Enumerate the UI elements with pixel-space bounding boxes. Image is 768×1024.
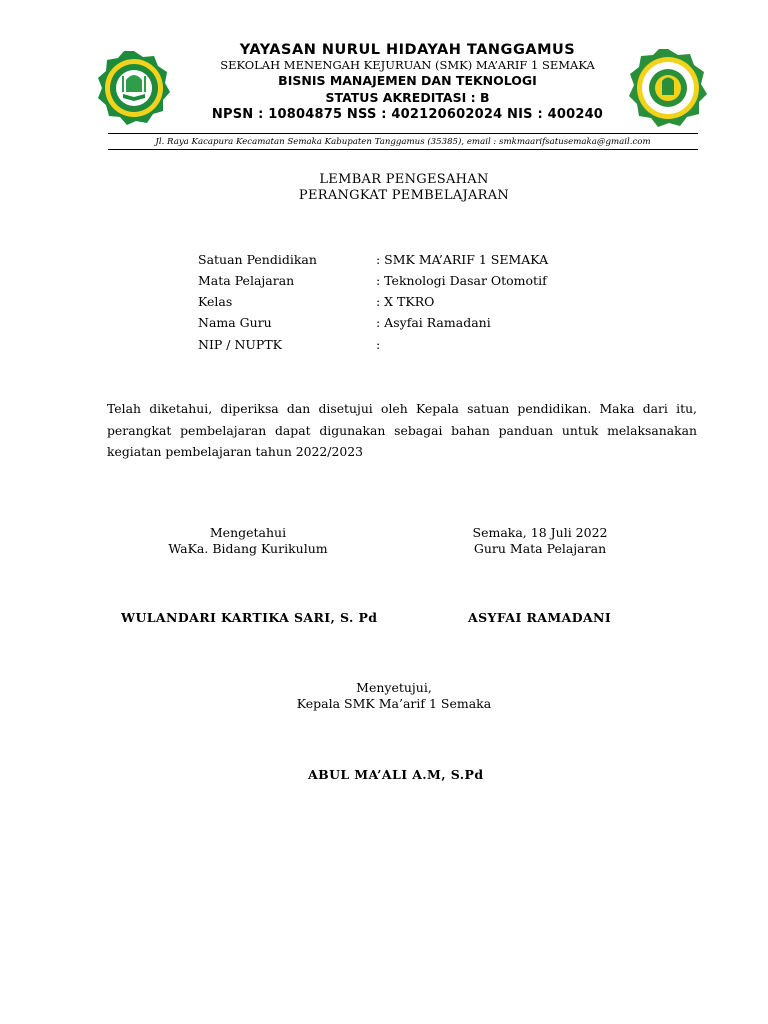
signature-right-line1: Semaka, 18 Juli 2022 (472, 525, 608, 540)
header-rule-bottom (108, 149, 698, 150)
field-value-mapel: : Teknologi Dasar Otomotif (376, 273, 547, 288)
field-value-satuan: : SMK MA’ARIF 1 SEMAKA (376, 252, 549, 267)
document-title-line1: LEMBAR PENGESAHAN (319, 172, 489, 187)
field-label-guru: Nama Guru (198, 315, 272, 330)
field-label-kelas: Kelas (198, 294, 233, 309)
signature-right-header (440, 525, 640, 557)
signature-left-line2: WaKa. Bidang Kurikulum (168, 541, 328, 556)
signature-left-line1: Mengetahui (209, 525, 287, 540)
signature-left-name: WULANDARI KARTIKA SARI, S. Pd (121, 610, 378, 625)
approval-header (294, 680, 494, 712)
accreditation-status: STATUS AKREDITASI : B (325, 90, 490, 105)
signature-right-line2: Guru Mata Pelajaran (473, 541, 607, 556)
approval-statement: Telah diketahui, diperiksa dan disetujui oleh Kepala satuan pendidikan. Maka dari itu, perangkat pembelajaran dapat digunakan sebagai bahan panduan untuk melaksanakan kegiatan pembelajaran tahun 2022/2023 (107, 401, 697, 459)
field-value-kelas: : X TKRO (376, 294, 435, 309)
program-name: BISNIS MANAJEMEN DAN TEKNOLOGI (278, 73, 537, 88)
document-title-line2: PERANGKAT PEMBELAJARAN (298, 188, 510, 203)
field-value-nip: : (376, 337, 381, 352)
field-value-guru: : Asyfai Ramadani (376, 315, 491, 330)
school-logo-right (628, 48, 704, 124)
header-rule-top (108, 133, 698, 134)
field-label-satuan: Satuan Pendidikan (198, 252, 317, 267)
approval-name: ABUL MA’ALI A.M, S.Pd (308, 767, 484, 782)
school-identifiers: NPSN : 10804875 NSS : 402120602024 NIS : 400240 (211, 107, 604, 122)
field-label-nip: NIP / NUPTK (198, 337, 283, 352)
school-address: Jl. Raya Kacapura Kecamatan Semaka Kabupaten Tanggamus (35385), email : smkmaarifsatusemaka@gmail.com (155, 137, 651, 147)
school-name: SEKOLAH MENENGAH KEJURUAN (SMK) MA’ARIF 1 SEMAKA (220, 58, 595, 72)
school-logo-left (96, 50, 172, 126)
field-label-mapel: Mata Pelajaran (198, 273, 295, 288)
foundation-name: YAYASAN NURUL HIDAYAH TANGGAMUS (239, 42, 576, 58)
approval-line1: Menyetujui, (356, 680, 432, 695)
signature-left-header (148, 525, 348, 557)
approval-line2: Kepala SMK Ma’arif 1 Semaka (296, 696, 492, 711)
signature-right-name: ASYFAI RAMADANI (468, 610, 612, 625)
